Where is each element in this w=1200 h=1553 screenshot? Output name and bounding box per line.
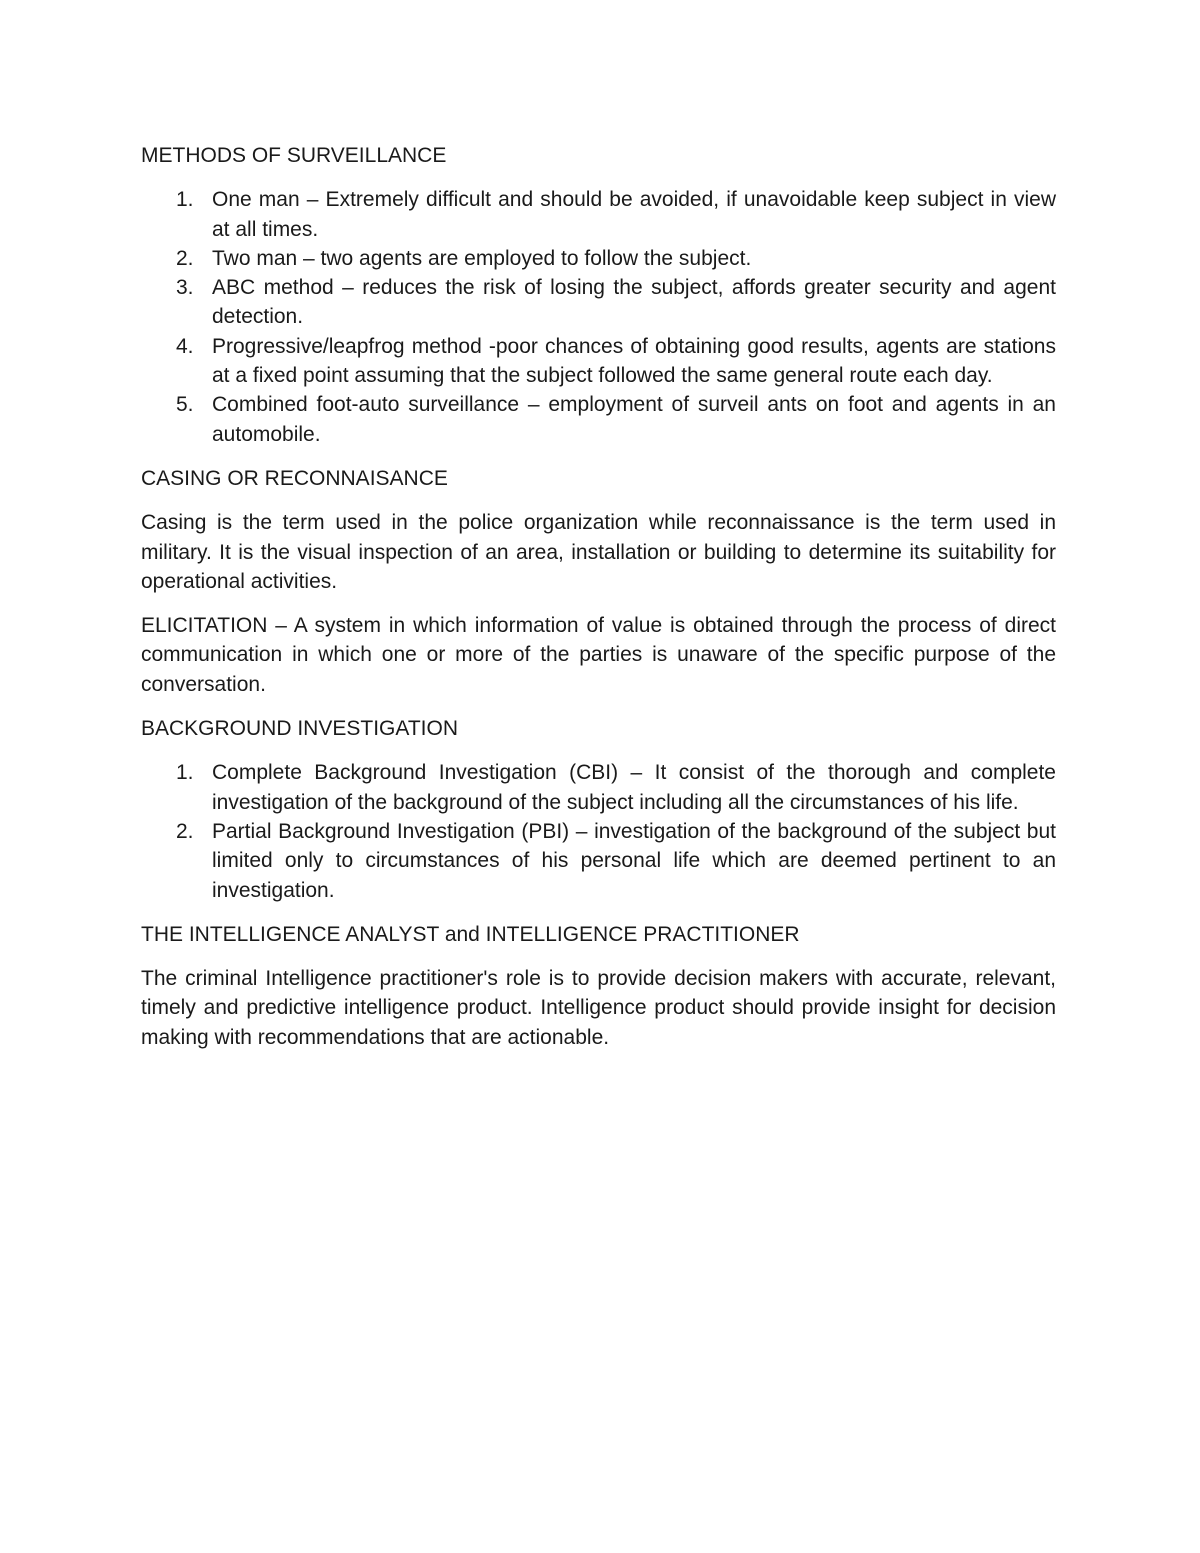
list-item — [141, 332, 1056, 391]
list-item-text: One man – Extremely difficult and should be avoided, if unavoidable keep subject in view at all times. — [212, 188, 1056, 241]
list-item — [141, 185, 1056, 244]
list-number: 5. — [176, 393, 194, 417]
list-item — [141, 817, 1056, 905]
casing-paragraph: Casing is the term used in the police organization while reconnaissance is the term used in military. It is the visual inspection of an area, installation or building to determine its suitability for operational activities. — [141, 511, 1056, 593]
list-item — [141, 244, 1056, 273]
surveillance-methods-list — [141, 185, 1056, 449]
list-item-text: ABC method – reduces the risk of losing the subject, affords greater security and agent detection. — [212, 276, 1056, 329]
heading-casing-or-reconnaisance: CASING OR RECONNAISANCE — [141, 466, 448, 490]
list-number: 2. — [176, 246, 194, 270]
list-item-text: Complete Background Investigation (CBI) – It consist of the thorough and complete investigation of the background of the subject including all the circumstances of his life. — [212, 761, 1056, 814]
heading-methods-of-surveillance: METHODS OF SURVEILLANCE — [141, 144, 447, 167]
list-number: 1. — [176, 761, 194, 785]
heading-intelligence-analyst: THE INTELLIGENCE ANALYST and INTELLIGENCE PRACTITIONER — [141, 922, 800, 946]
analyst-paragraph: The criminal Intelligence practitioner's role is to provide decision makers with accurate, relevant, timely and predictive intelligence product. Intelligence product should provide insight for decision making with recommendations that are actionable. — [141, 967, 1056, 1049]
list-number: 3. — [176, 276, 194, 300]
list-number: 2. — [176, 819, 194, 843]
heading-background-investigation: BACKGROUND INVESTIGATION — [141, 717, 458, 741]
list-item — [141, 390, 1056, 449]
list-item-text: Progressive/leapfrog method -poor chances of obtaining good results, agents are stations at a fixed point assuming that the subject followed the same general route each day. — [212, 334, 1056, 388]
list-number: 4. — [176, 334, 194, 358]
list-item-text: Partial Background Investigation (PBI) – investigation of the background of the subject but limited only to circumstances of his personal life which are deemed pertinent to an investigation. — [212, 819, 1056, 902]
elicitation-paragraph: ELICITATION – A system in which information of value is obtained through the process of direct communication in which one or more of the parties is unaware of the specific purpose of the conversation. — [141, 614, 1056, 696]
list-item — [141, 758, 1056, 817]
list-item-text: Combined foot-auto surveillance – employment of surveil ants on foot and agents in an automobile. — [212, 393, 1056, 446]
list-item-text: Two man – two agents are employed to follow the subject. — [212, 246, 752, 270]
list-item — [141, 273, 1056, 332]
list-number: 1. — [176, 188, 194, 212]
document-page — [141, 141, 1056, 1067]
background-investigation-list — [141, 758, 1056, 904]
